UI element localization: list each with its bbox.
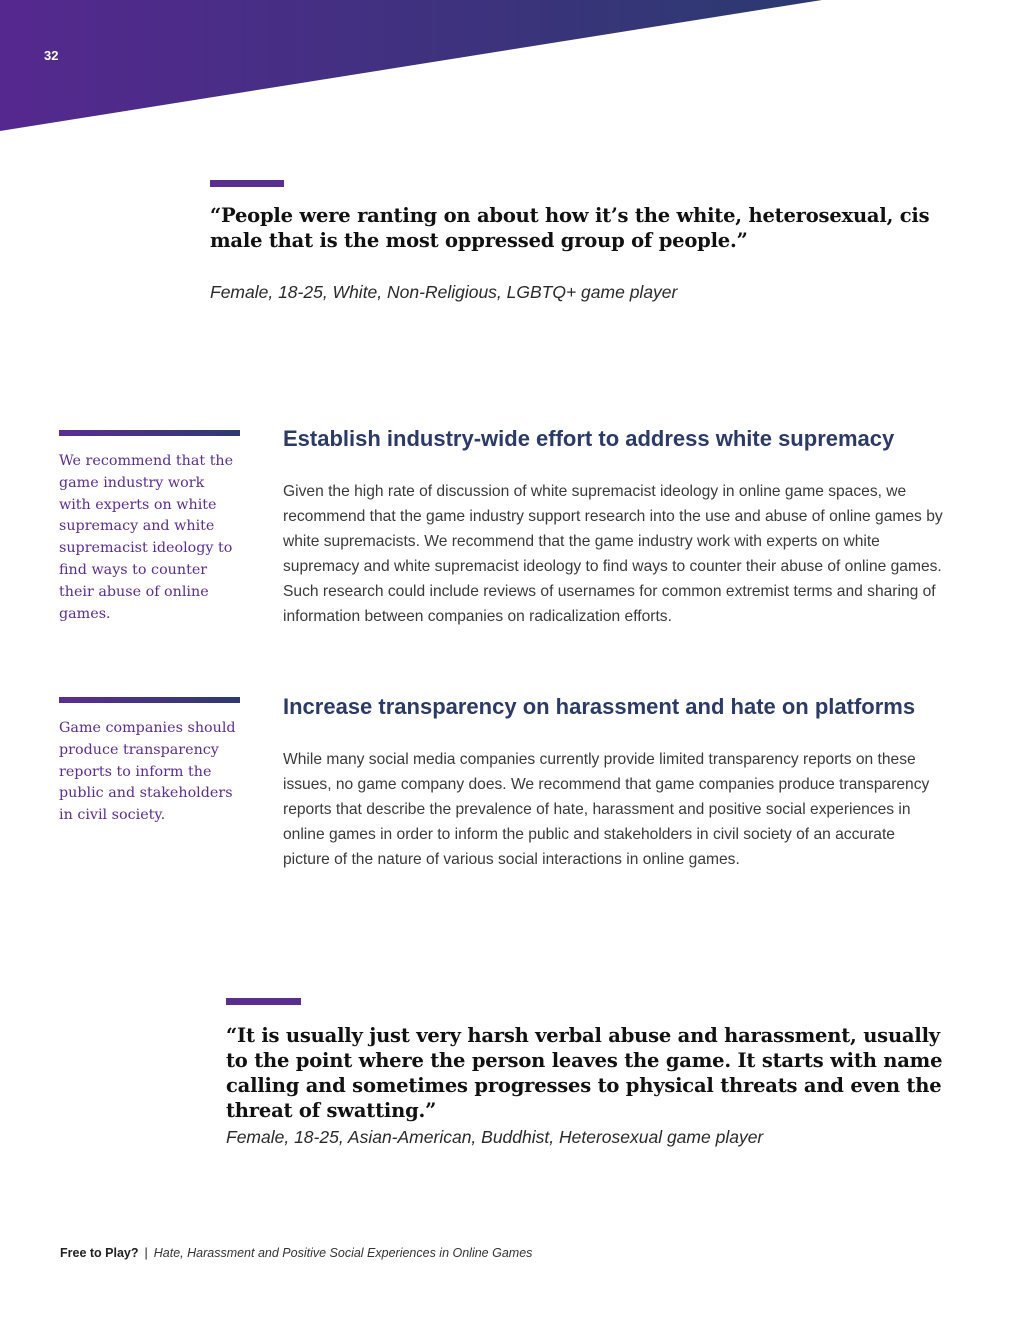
quote-text: “It is usually just very harsh verbal abuse and harassment, usually to the point where the person leaves the game. It starts with name calling and sometimes progresses to physical threats and even the threat of swatting.” xyxy=(226,1024,943,1122)
sidebar-accent-rule xyxy=(59,697,240,703)
footer-report-subtitle: Hate, Harassment and Positive Social Experiences in Online Games xyxy=(153,1246,533,1260)
sidebar-accent-rule xyxy=(59,430,240,436)
section-body: Given the high rate of discussion of white supremacist ideology in online game spaces, we recommend that the game industry support research into the use and abuse of online games by white supremacists. We recommend that the game industry work with experts on white supremacy and white supremacist ideology to find ways to counter their abuse of online games. Such research could include reviews of usernames for common extremist terms and sharing of information between companies on radicalization efforts. xyxy=(283,483,943,625)
quote-text: “People were ranting on about how it’s the white, heterosexual, cis male that is the most oppressed group of people.” xyxy=(210,204,930,252)
quote-attribution: Female, 18-25, White, Non-Religious, LGBTQ+ game player xyxy=(210,282,678,302)
footer-report-title: Free to Play? xyxy=(60,1246,139,1260)
page-footer xyxy=(60,1246,532,1260)
section-heading: Establish industry-wide effort to address white supremacy xyxy=(283,426,895,451)
page-number: 32 xyxy=(44,48,59,63)
quote-accent-rule xyxy=(226,998,301,1005)
quote-attribution: Female, 18-25, Asian-American, Buddhist, Heterosexual game player xyxy=(226,1127,764,1147)
header-band xyxy=(0,0,1020,140)
quote-accent-rule xyxy=(210,180,284,187)
sidebar-summary: We recommend that the game industry work with experts on white supremacy and white supremacist ideology to find ways to counter their abuse of online games. xyxy=(59,453,234,622)
sidebar-summary: Game companies should produce transparency reports to inform the public and stakeholders in civil society. xyxy=(59,720,236,824)
footer-separator: | xyxy=(144,1246,148,1260)
section-body: While many social media companies currently provide limited transparency reports on these issues, no game company does. We recommend that game companies produce transparency reports that describe the prevalence of hate, harassment and positive social experiences in online games in order to inform the public and stakeholders in civil society of an accurate picture of the nature of various social interactions in online games. xyxy=(283,751,930,868)
section-heading: Increase transparency on harassment and hate on platforms xyxy=(283,694,916,719)
